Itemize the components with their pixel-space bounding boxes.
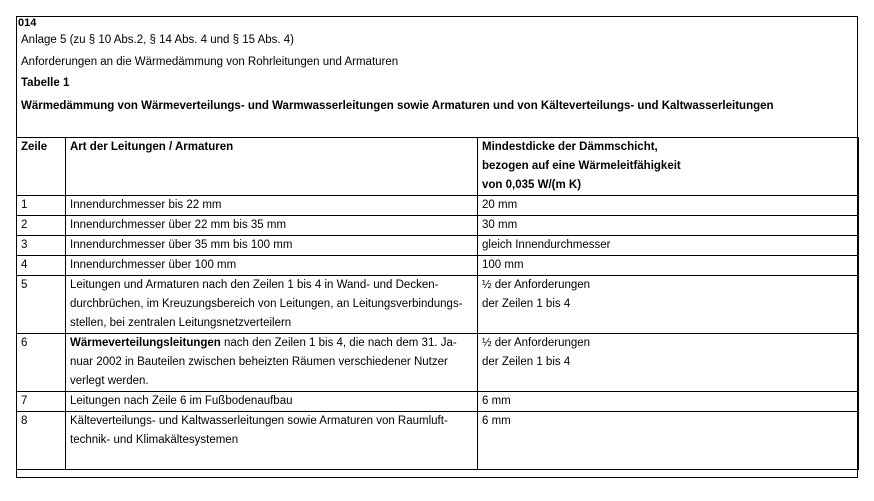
row-zeile: 3 <box>17 236 66 256</box>
document-number: 014 <box>18 17 37 29</box>
row-art-line: Innendurchmesser über 100 mm <box>70 259 237 271</box>
row-art-line: Leitungen und Armaturen nach den Zeilen 1 bis 4 in Wand- und Decken- <box>70 279 439 291</box>
header-art: Art der Leitungen / Armaturen <box>66 138 478 196</box>
document-frame <box>16 16 858 478</box>
row-zeile: 7 <box>17 392 66 412</box>
row-art <box>66 392 478 412</box>
table-row <box>17 216 859 236</box>
row-art-line: Innendurchmesser über 22 mm bis 35 mm <box>70 219 287 231</box>
row-dicke <box>478 216 859 236</box>
row-art <box>66 236 478 256</box>
header-zeile: Zeile <box>17 138 66 196</box>
row-dicke <box>478 236 859 256</box>
row-art-line: nuar 2002 in Bauteilen zwischen beheizten Räumen verschiedener Nutzer <box>70 356 448 368</box>
row-art <box>66 196 478 216</box>
table-row <box>17 412 859 470</box>
row-art-line: Leitungen nach Zeile 6 im Fußbodenaufbau <box>70 395 293 407</box>
header-dicke-line: bezogen auf eine Wärmeleitfähigkeit <box>482 160 681 172</box>
table-row <box>17 276 859 334</box>
header-dicke-line: von 0,035 W/(m K) <box>482 179 582 191</box>
header-dicke-line: Mindestdicke der Dämmschicht, <box>482 141 658 153</box>
row-dicke <box>478 196 859 216</box>
row-zeile: 8 <box>17 412 66 470</box>
row-dicke <box>478 392 859 412</box>
row-dicke-line: ½ der Anforderungen <box>482 279 591 291</box>
row-art-text: nach den Zeilen 1 bis 4, die nach dem 31. Ja- <box>220 337 457 349</box>
table-row <box>17 236 859 256</box>
row-art-line <box>70 334 473 353</box>
row-dicke-line: ½ der Anforderungen <box>482 337 591 349</box>
row-art <box>66 412 478 470</box>
row-zeile: 5 <box>17 276 66 334</box>
row-zeile: 2 <box>17 216 66 236</box>
row-dicke <box>478 412 859 470</box>
table-row <box>17 392 859 412</box>
annex-reference: Anlage 5 (zu § 10 Abs.2, § 14 Abs. 4 und § 15 Abs. 4) <box>21 34 295 46</box>
row-dicke-line: 20 mm <box>482 199 518 211</box>
row-art-line: verlegt werden. <box>70 375 149 387</box>
requirements-title: Anforderungen an die Wärmedämmung von Rohrleitungen und Armaturen <box>21 56 399 68</box>
row-art-line: durchbrüchen, im Kreuzungsbereich von Leitungen, an Leitungsverbindungs- <box>70 298 463 310</box>
table-row <box>17 196 859 216</box>
row-art-bold-term: Wärmeverteilungsleitungen <box>70 337 221 349</box>
row-art <box>66 276 478 334</box>
row-dicke <box>478 334 859 392</box>
row-dicke-line: 30 mm <box>482 219 518 231</box>
row-dicke <box>478 256 859 276</box>
row-dicke-line: gleich Innendurchmesser <box>482 239 611 251</box>
row-dicke-line: der Zeilen 1 bis 4 <box>482 356 571 368</box>
insulation-requirements-table <box>16 137 859 470</box>
table-header-row <box>17 138 859 196</box>
row-art-line: Innendurchmesser bis 22 mm <box>70 199 222 211</box>
row-art <box>66 256 478 276</box>
row-dicke-line: 100 mm <box>482 259 524 271</box>
table-row <box>17 256 859 276</box>
row-dicke-line: 6 mm <box>482 415 511 427</box>
row-dicke <box>478 276 859 334</box>
row-dicke-line: der Zeilen 1 bis 4 <box>482 298 571 310</box>
row-zeile: 6 <box>17 334 66 392</box>
row-art-line: stellen, bei zentralen Leitungsnetzverteilern <box>70 317 292 329</box>
row-art <box>66 334 478 392</box>
row-art-line: Innendurchmesser über 35 mm bis 100 mm <box>70 239 293 251</box>
row-art-line: technik- und Klimakältesystemen <box>70 434 239 446</box>
row-dicke-line: 6 mm <box>482 395 511 407</box>
table-title: Wärmedämmung von Wärmeverteilungs- und Warmwasserleitungen sowie Armaturen und von Kälteverteilungs- und Kaltwasserleitungen <box>21 100 774 112</box>
row-art-line: Kälteverteilungs- und Kaltwasserleitungen sowie Armaturen von Raumluft- <box>70 415 448 427</box>
row-zeile: 4 <box>17 256 66 276</box>
table-row <box>17 334 859 392</box>
row-art <box>66 216 478 236</box>
table-label: Tabelle 1 <box>21 77 70 89</box>
row-zeile: 1 <box>17 196 66 216</box>
header-dicke <box>478 138 859 196</box>
